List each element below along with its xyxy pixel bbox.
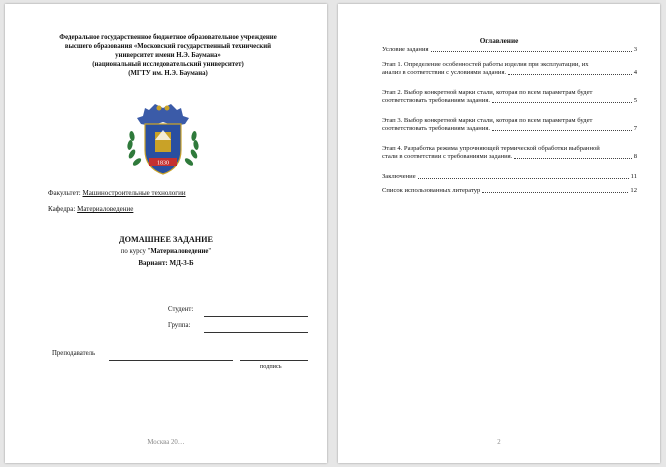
toc-entry[interactable] <box>382 145 637 161</box>
signature-field[interactable] <box>240 360 308 361</box>
toc-entry-text: Этап 4. Разработка режима упрочняющей термической обработки выбранной <box>382 145 600 152</box>
toc-entry[interactable] <box>382 117 637 133</box>
toc-leader <box>492 130 632 131</box>
toc-entry-text: Этап 1. Определение особенностей работы изделия при эксплуатации, их <box>382 61 589 68</box>
teacher-name-field[interactable] <box>109 360 233 361</box>
toc-entry-text: Этап 2. Выбор конкретной марки стали, которая по всем параметрам будет <box>382 89 593 96</box>
toc-entry-text: Этап 3. Выбор конкретной марки стали, которая по всем параметрам будет <box>382 117 593 124</box>
toc-entry-page: 12 <box>630 187 637 194</box>
toc-leader <box>508 74 632 75</box>
toc-heading: Оглавление <box>479 37 519 45</box>
toc-entry-page: 4 <box>633 69 637 77</box>
toc-entry-text: анализ в соответствии с условиями задания. <box>382 69 507 77</box>
toc-entry-page: 7 <box>633 125 637 133</box>
bmstu-emblem-icon <box>115 100 211 178</box>
course-suffix: " <box>208 248 212 255</box>
university-header <box>35 34 301 79</box>
toc-entry-text: соответствовать требованиям задания. <box>382 97 491 105</box>
toc-entry[interactable] <box>382 46 637 54</box>
department-label: Кафедра: <box>48 205 76 213</box>
assignment-title: ДОМАШНЕЕ ЗАДАНИЕ <box>119 235 213 244</box>
faculty-value: Машиностроительные технологии <box>82 189 186 197</box>
title-page <box>5 4 327 463</box>
header-line: (МГТУ им. Н.Э. Баумана) <box>128 69 208 77</box>
student-label: Студент: <box>168 306 194 313</box>
header-line: высшего образования «Московский государственный технический <box>64 42 272 50</box>
teacher-label: Преподаватель <box>52 350 96 357</box>
course-line <box>5 248 327 255</box>
group-label: Группа: <box>168 322 191 329</box>
course-name: Материаловедение <box>150 248 209 255</box>
toc-entry[interactable] <box>382 89 637 105</box>
toc-entry[interactable] <box>382 61 637 77</box>
header-line: (национальный исследовательский университет) <box>92 60 244 68</box>
toc-entry-text: Список использованных литератур <box>382 187 481 194</box>
toc-entry-text: Условие задания <box>382 46 429 53</box>
toc-entry[interactable] <box>382 173 637 181</box>
toc-entry-page: 3 <box>633 46 637 53</box>
toc-entry-page: 11 <box>630 173 637 180</box>
group-field[interactable] <box>204 332 308 333</box>
signature-label: подпись <box>260 363 282 370</box>
header-line: университет имени Н.Э. Баумана» <box>115 51 221 59</box>
toc-leader <box>431 51 632 52</box>
svg-text:1830: 1830 <box>157 160 169 167</box>
department-value: Материаловедение <box>77 205 134 213</box>
department-line <box>48 205 133 213</box>
toc-page <box>338 4 660 463</box>
toc-leader <box>482 192 628 193</box>
course-prefix: по курсу " <box>120 248 151 255</box>
toc-entry[interactable] <box>382 187 637 195</box>
header-line: Федеральное государственное бюджетное образовательное учреждение <box>59 34 277 41</box>
faculty-label: Факультет: <box>48 189 81 197</box>
student-name-field[interactable] <box>204 316 308 317</box>
toc-entry-page: 5 <box>633 97 637 105</box>
toc-leader <box>514 158 631 159</box>
faculty-line <box>48 189 186 197</box>
toc-entry-text: соответствовать требованиям задания. <box>382 125 491 133</box>
variant-line: Вариант: МД-3-Б <box>138 259 194 267</box>
toc-entry-text: Заключение <box>382 173 416 180</box>
city-year: Москва 20… <box>147 439 185 446</box>
toc-leader <box>418 178 629 179</box>
toc-entry-text: стали в соответствии с требованиями задания. <box>382 153 513 161</box>
toc-entry-page: 8 <box>633 153 637 161</box>
page-number: 2 <box>497 439 501 446</box>
toc-leader <box>492 102 632 103</box>
